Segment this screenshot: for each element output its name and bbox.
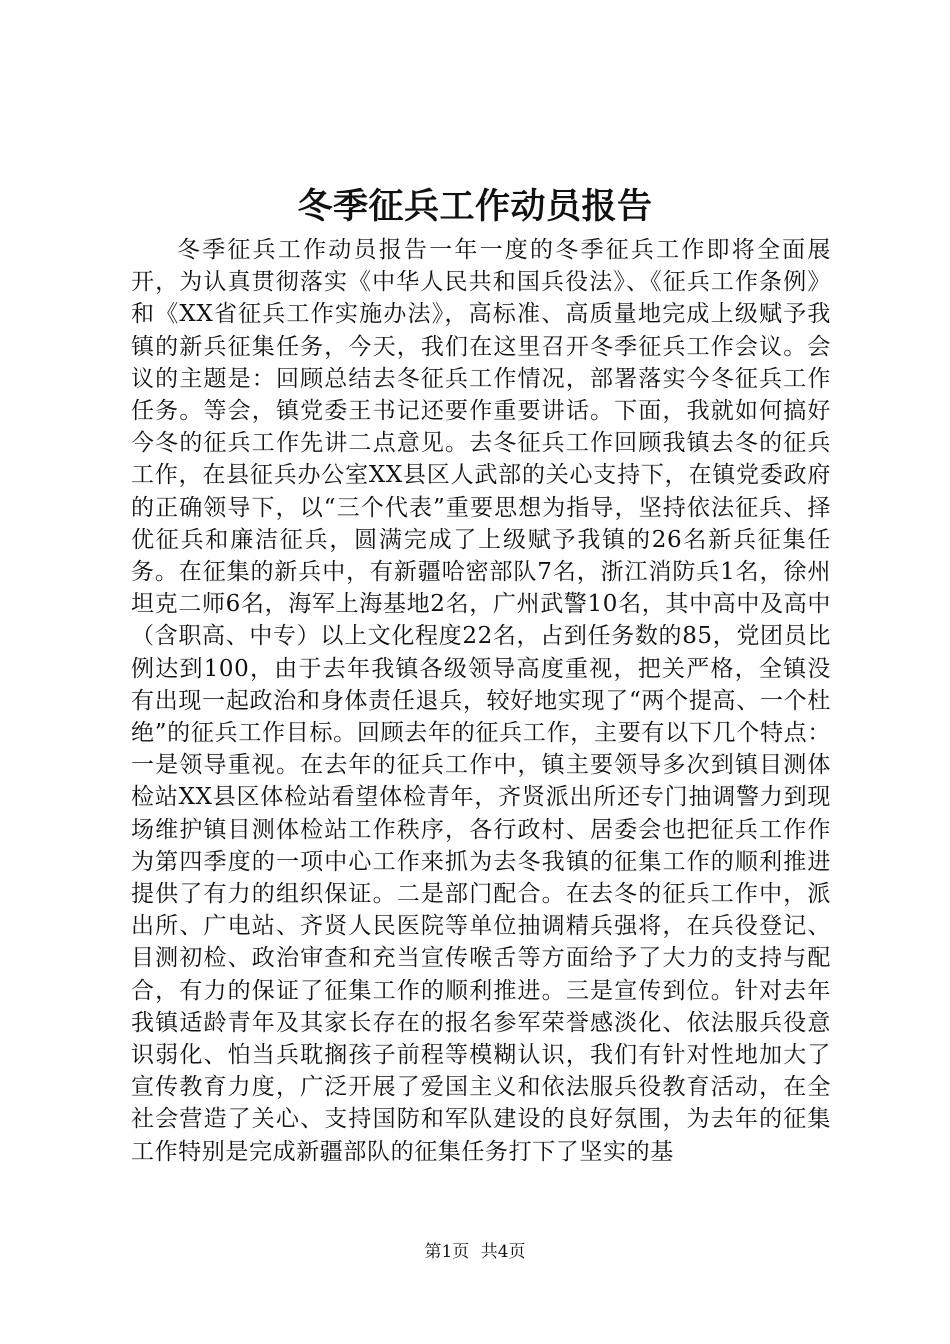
document-body-paragraph: 冬季征兵工作动员报告一年一度的冬季征兵工作即将全面展开，为认真贯彻落实《中华人民共和国兵役法》、《征兵工作条例》和《XX省征兵工作实施办法》，高标准、高质量地完成上级赋予我镇的新兵征集任务，今天，我们在这里召开冬季征兵工作会议。会议的主题是：回顾总结去冬征兵工作情况，部署落实今冬征兵工作任务。等会，镇党委王书记还要作重要讲话。下面，我就如何搞好今冬的征兵工作先讲二点意见。去冬征兵工作回顾我镇去冬的征兵工作，在县征兵办公室XX县区人武部的关心支持下，在镇党委政府的正确领导下，以“三个代表”重要思想为指导，坚持依法征兵、择优征兵和廉洁征兵，圆满完成了上级赋予我镇的26名新兵征集任务。在征集的新兵中，有新疆哈密部队7名，浙江消防兵1名，徐州坦克二师6名，海军上海基地2名，广州武警10名，其中高中及高中（含职高、中专）以上文化程度22名，占到任务数的85，党团员比例达到100，由于去年我镇各级领导高度重视，把关严格，全镇没有出现一起政治和身体责任退兵，较好地实现了“两个提高、一个杜绝”的征兵工作目标。回顾去年的征兵工作，主要有以下几个特点：一是领导重视。在去年的征兵工作中，镇主要领导多次到镇目测体检站XX县区体检站看望体检青年，齐贤派出所还专门抽调警力到现场维护镇目测体检站工作秩序，各行政村、居委会也把征兵工作作为第四季度的一项中心工作来抓为去冬我镇的征集工作的顺利推进提供了有力的组织保证。二是部门配合。在去冬的征兵工作中，派出所、广电站、齐贤人民医院等单位抽调精兵强将，在兵役登记、目测初检、政治审查和充当宣传喉舌等方面给予了大力的支持与配合，有力的保证了征集工作的顺利推进。三是宣传到位。针对去年我镇适龄青年及其家长存在的报名参军荣誉感淡化、依法服兵役意识弱化、怕当兵耽搁孩子前程等模糊认识，我们有针对性地加大了宣传教育力度，广泛开展了爱国主义和依法服兵役教育活动，在全社会营造了关心、支持国防和军队建设的良好氛围，为去年的征集工作特别是完成新疆部队的征集任务打下了坚实的基 [131, 237, 831, 1165]
page-footer [0, 1240, 950, 1264]
page-number-total: 共4页 [480, 1242, 526, 1262]
document-title: 冬季征兵工作动员报告 [297, 187, 653, 227]
page-number-current: 第1页 [424, 1242, 470, 1262]
